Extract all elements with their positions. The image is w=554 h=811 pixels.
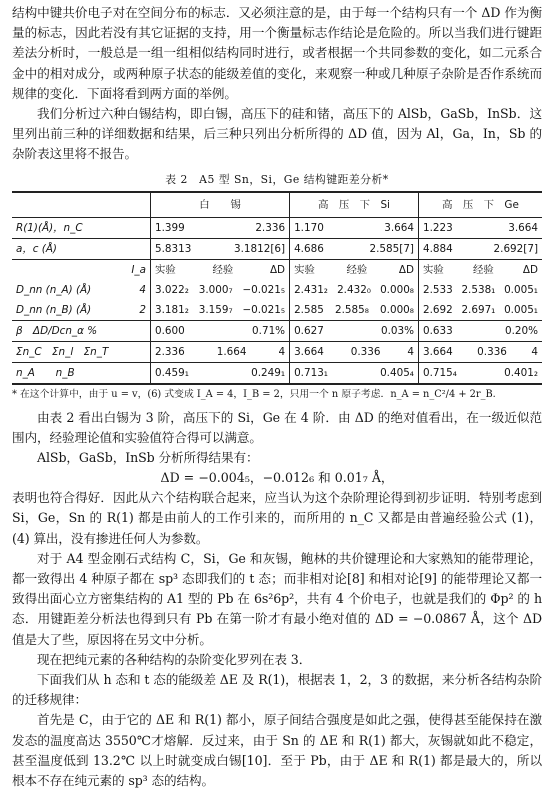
cell: 3.159₇ [198, 303, 233, 316]
paragraph-1: 结构中键共价电子对在空间分布的标志．又必须注意的是，由于每一个结构只有一个 ΔD 作为衡量的标志，因此若没有其它证据的支持，用一个衡量标志作结论是危险的。所以当我们进行键距差法分析时，一般总是一组一组相似结构同时进行，或者根据一个共同参数的变化，如二元系合金中的相对成分，或两种原子状态的能级差值的变化，来观察一种或几种原子杂阶是否作系统而规律的变化．下面将看到两方面的举例。 [12, 5, 542, 101]
cell: 0.000₈ [380, 303, 414, 316]
row-label: Σn_C Σn_l Σn_T [12, 341, 151, 362]
cell: ΔD [269, 263, 286, 276]
cell: 2.697₁ [461, 303, 496, 316]
table-row [12, 300, 542, 321]
row-label: R(1)(Å)，n_C [12, 217, 151, 238]
cell: 4.884 [422, 242, 453, 255]
cell: 0.71% [252, 324, 286, 337]
cell: ΔD [398, 263, 414, 276]
cell: 0.336 [477, 345, 507, 358]
table-row [12, 362, 542, 384]
header-si: 高 压 下 Si [290, 192, 419, 218]
row-label: D_nn (n_B) (Å) [16, 303, 92, 316]
cell: 2.538₁ [461, 283, 496, 296]
cell: 0.401₂ [504, 366, 538, 379]
cell: 0.005₁ [504, 283, 538, 296]
cell: 1.399 [155, 221, 185, 234]
cell: 4 [407, 345, 414, 358]
cell: 3.664 [508, 221, 538, 234]
cell: 0.459₁ [155, 366, 189, 379]
cell: 实验 [422, 263, 444, 276]
header-ge: 高 压 下 Ge [418, 192, 542, 218]
cell: 2.585₈ [334, 303, 369, 316]
cell: 1.223 [422, 221, 453, 234]
cell: 0.005₁ [504, 303, 538, 316]
cell: 2.692 [422, 303, 453, 316]
cell: 0.600 [155, 324, 185, 337]
cell: 3.664 [422, 345, 453, 358]
paragraph-4: AlSb，GaSb，InSb 分析所得结果有： [37, 450, 259, 466]
cell: −0.021₅ [242, 283, 286, 296]
cell: 1.170 [294, 221, 324, 234]
cell: 4 [139, 283, 146, 296]
cell: 实验 [294, 263, 315, 276]
cell: 0.20% [504, 324, 538, 337]
table-row [12, 320, 542, 341]
row-label: β ΔD/Dcn_α % [12, 320, 151, 341]
row-label: n_A n_B [12, 362, 151, 384]
cell: 3.1812[6] [233, 242, 286, 255]
cell: 实验 [155, 263, 176, 276]
cell: 4.686 [294, 242, 324, 255]
formula: ΔD = −0.004₅，−0.012₆ 和 0.01₇ Å， [160, 470, 394, 486]
cell: 0.336 [350, 345, 381, 358]
table-row [12, 238, 542, 259]
cell: 3.664 [384, 221, 414, 234]
cell: 2.336 [155, 345, 185, 358]
paragraph-8: 下面我们从 h 态和 t 态的能级差 ΔE 及 R(1)，根据表 1，2，3 的数据，来分析各结构杂阶的迁移规律： [12, 672, 542, 708]
cell: 3.664 [294, 345, 324, 358]
cell: 2.431₂ [294, 283, 328, 296]
cell: 0.633 [422, 324, 453, 337]
cell: 2.533 [422, 283, 453, 296]
cell: 4 [531, 345, 538, 358]
paragraph-7: 现在把纯元素的各种结构的杂阶变化罗列在表 3． [37, 651, 312, 667]
cell: 3.022₂ [155, 283, 189, 296]
cell: 0.03% [380, 324, 414, 337]
cell: 0.000₈ [380, 283, 414, 296]
cell: 1.664 [216, 345, 247, 358]
paragraph-5: 表明也符合得好．因此从六个结构联合起来，应当认为这个杂阶理论得到初步证明．特别考虑到 Si，Ge，Sn 的 R(1) 都是由前人的工作引来的，而所用的 n_C 又都是由普遍经验公式 (1)，(4) 算出，没有掺进任何人为参数。 [12, 490, 542, 546]
cell: 2.585[7] [369, 242, 414, 255]
cell: 0.405₄ [380, 366, 414, 379]
cell: 3.000₇ [198, 283, 233, 296]
header-sn: 白 锡 [151, 192, 290, 218]
cell: 经验 [472, 263, 494, 276]
cell: 经验 [212, 263, 234, 276]
table-row [12, 280, 542, 300]
header-blank [12, 192, 151, 218]
table-row [12, 341, 542, 362]
cell: ΔD [522, 263, 538, 276]
paragraph-9: 首先是 C，由于它的 ΔE 和 R(1) 都小，原子间结合强度是如此之强，使得甚至能保持在激发态的温度高达 3550℃才熔解．反过来，由于 Sn 的 ΔE 和 R(1) 都大，灰锡就如此不稳定，甚至温度低到 13.2℃ 以上时就变成白锡[10]．至于 Pb，由于 ΔE 和 R(1) 都是最大的，所以根本不存在纯元素的 sp³ 态的结构。 [12, 712, 542, 789]
cell: 2.336 [255, 221, 286, 234]
cell: 2.692[7] [493, 242, 538, 255]
paragraph-3: 由表 2 看出白锡为 3 阶，高压下的 Si，Ge 在 4 阶．由 ΔD 的绝对值看出，在一级近似范围内，经验理论值和实验值符合得可以满意。 [12, 409, 542, 445]
paragraph-2: 我们分析过六种白锡结构，即白锡，高压下的硅和锗，高压下的 AlSb，GaSb，InSb．这里列出前三种的详细数据和结果，后三种只列出分析所得的 ΔD 值，因为 Al，Ga，In，Sb 的杂阶表这里将不报告。 [12, 106, 542, 162]
table-header-row [12, 192, 542, 218]
row-label: I_a [12, 259, 151, 280]
cell: 0.713₁ [294, 366, 328, 379]
table-row [12, 217, 542, 238]
row-label: D_nn (n_A) (Å) [16, 283, 92, 296]
paragraph-6: 对于 A4 型金刚石式结构 C，Si，Ge 和灰锡，鲍林的共价键理论和大家熟知的能带理论，都一致得出 4 种原子都在 sp³ 态即我们的 t 态；而非相对论[8] 和相对论[9] 的能带理论又都一致得出面心立方密集结构的 A1 型的 Pb 在 6s²6p²，共有 4 个价电子，也就是我们的 Φp² 的 h 态．用键距差分析法也得到只有 Pb 在第一阶才有最小绝对值的 ΔD = −0.0867 Å，这个 ΔD 值是大了些，原因将在另文中分析。 [12, 550, 542, 647]
analysis-table [12, 191, 542, 385]
cell: 2 [139, 303, 146, 316]
cell: 4 [278, 345, 286, 358]
cell: 0.627 [294, 324, 324, 337]
cell: 2.585 [294, 303, 324, 316]
table-row [12, 259, 542, 280]
cell: −0.021₅ [242, 303, 286, 316]
cell: 经验 [346, 263, 368, 276]
cell: 0.249₁ [251, 366, 286, 379]
table-footnote: * 在这个计算中，由于 u = v，(6) 式变成 I_A = 4，I_B = 2，只用一个 n 原子考虑．n_A = n_C²/4 + 2r_B. [12, 388, 496, 400]
cell: 2.432₀ [337, 283, 371, 296]
cell: 5.8313 [155, 242, 192, 255]
row-label: a，c (Å) [12, 238, 151, 259]
cell: 0.715₄ [422, 366, 457, 379]
table-caption: 表 2 A5 型 Sn，Si，Ge 结构键距差分析* [165, 172, 389, 186]
cell: 3.181₂ [155, 303, 189, 316]
